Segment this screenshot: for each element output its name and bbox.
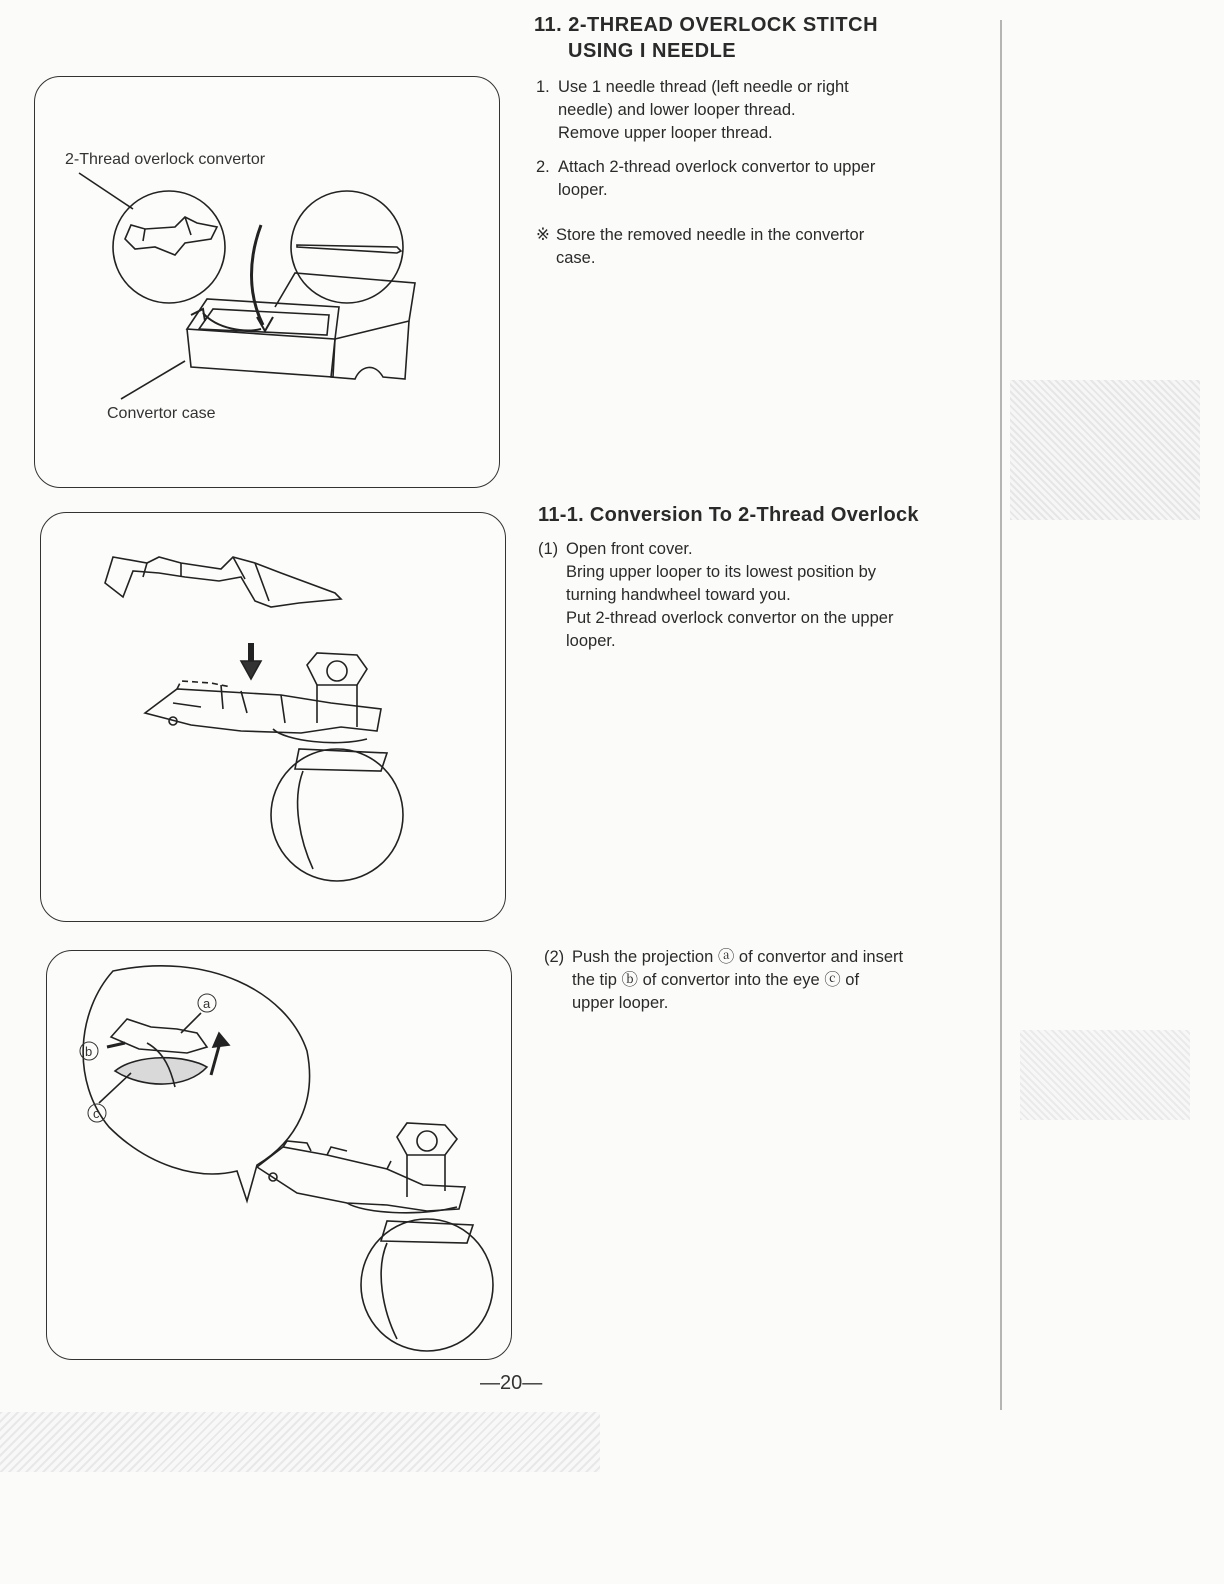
substep-1-line2: Bring upper looper to its lowest position by bbox=[566, 563, 877, 581]
figure-insert-tip bbox=[46, 950, 512, 1360]
callout-c: c bbox=[93, 1106, 100, 1121]
step-1 bbox=[536, 76, 956, 145]
substep-2-line1: Push the projection ⓐ of convertor and insert bbox=[572, 948, 904, 966]
step-2-number: 2. bbox=[536, 158, 550, 176]
page-number: —20— bbox=[480, 1372, 543, 1394]
convertor-case-illustration bbox=[35, 77, 499, 487]
scan-grain-right bbox=[1010, 380, 1200, 520]
section-title bbox=[534, 12, 974, 64]
substep-2-line2: the tip ⓑ of convertor into the eye ⓒ of bbox=[572, 971, 860, 989]
label-convertor: 2-Thread overlock convertor bbox=[65, 151, 266, 168]
scan-grain-right-lower bbox=[1020, 1030, 1190, 1120]
step-2 bbox=[536, 156, 966, 202]
step-1-line1: Use 1 needle thread (left needle or right bbox=[558, 78, 849, 96]
label-convertor-case: Convertor case bbox=[107, 405, 216, 422]
step-2-line2: looper. bbox=[558, 181, 608, 199]
callout-b: b bbox=[85, 1044, 93, 1059]
substep-1-number: (1) bbox=[538, 540, 559, 558]
scan-grain-bottom bbox=[0, 1412, 600, 1472]
figure-place-convertor bbox=[40, 512, 506, 922]
substep-1-line5: looper. bbox=[566, 632, 616, 650]
note bbox=[536, 224, 966, 270]
note-line2: case. bbox=[556, 249, 596, 267]
step-1-line2: needle) and lower looper thread. bbox=[558, 101, 796, 119]
insert-tip-illustration bbox=[47, 951, 511, 1359]
substep-2 bbox=[544, 946, 964, 1015]
step-2-line1: Attach 2-thread overlock convertor to upper bbox=[558, 158, 876, 176]
note-mark: ※ bbox=[536, 226, 550, 244]
section-title-line2: USING I NEEDLE bbox=[568, 40, 737, 62]
substep-1-line4: Put 2-thread overlock convertor on the upper bbox=[566, 609, 894, 627]
figure-convertor-case bbox=[34, 76, 500, 488]
note-line1: Store the removed needle in the convertor bbox=[556, 226, 865, 244]
substep-1-line1: Open front cover. bbox=[566, 540, 693, 558]
section-title-line1: 11. 2-THREAD OVERLOCK STITCH bbox=[534, 14, 879, 36]
step-1-line3: Remove upper looper thread. bbox=[558, 124, 773, 142]
substep-1-line3: turning handwheel toward you. bbox=[566, 586, 791, 604]
place-convertor-illustration bbox=[41, 513, 505, 921]
substep-2-number: (2) bbox=[544, 948, 565, 966]
fold-line bbox=[1000, 20, 1002, 1410]
substep-2-line3: upper looper. bbox=[572, 994, 669, 1012]
step-1-number: 1. bbox=[536, 78, 550, 96]
callout-a: a bbox=[203, 996, 211, 1011]
subsection-title: 11-1. Conversion To 2-Thread Overlock bbox=[538, 504, 919, 526]
substep-1 bbox=[538, 538, 968, 653]
